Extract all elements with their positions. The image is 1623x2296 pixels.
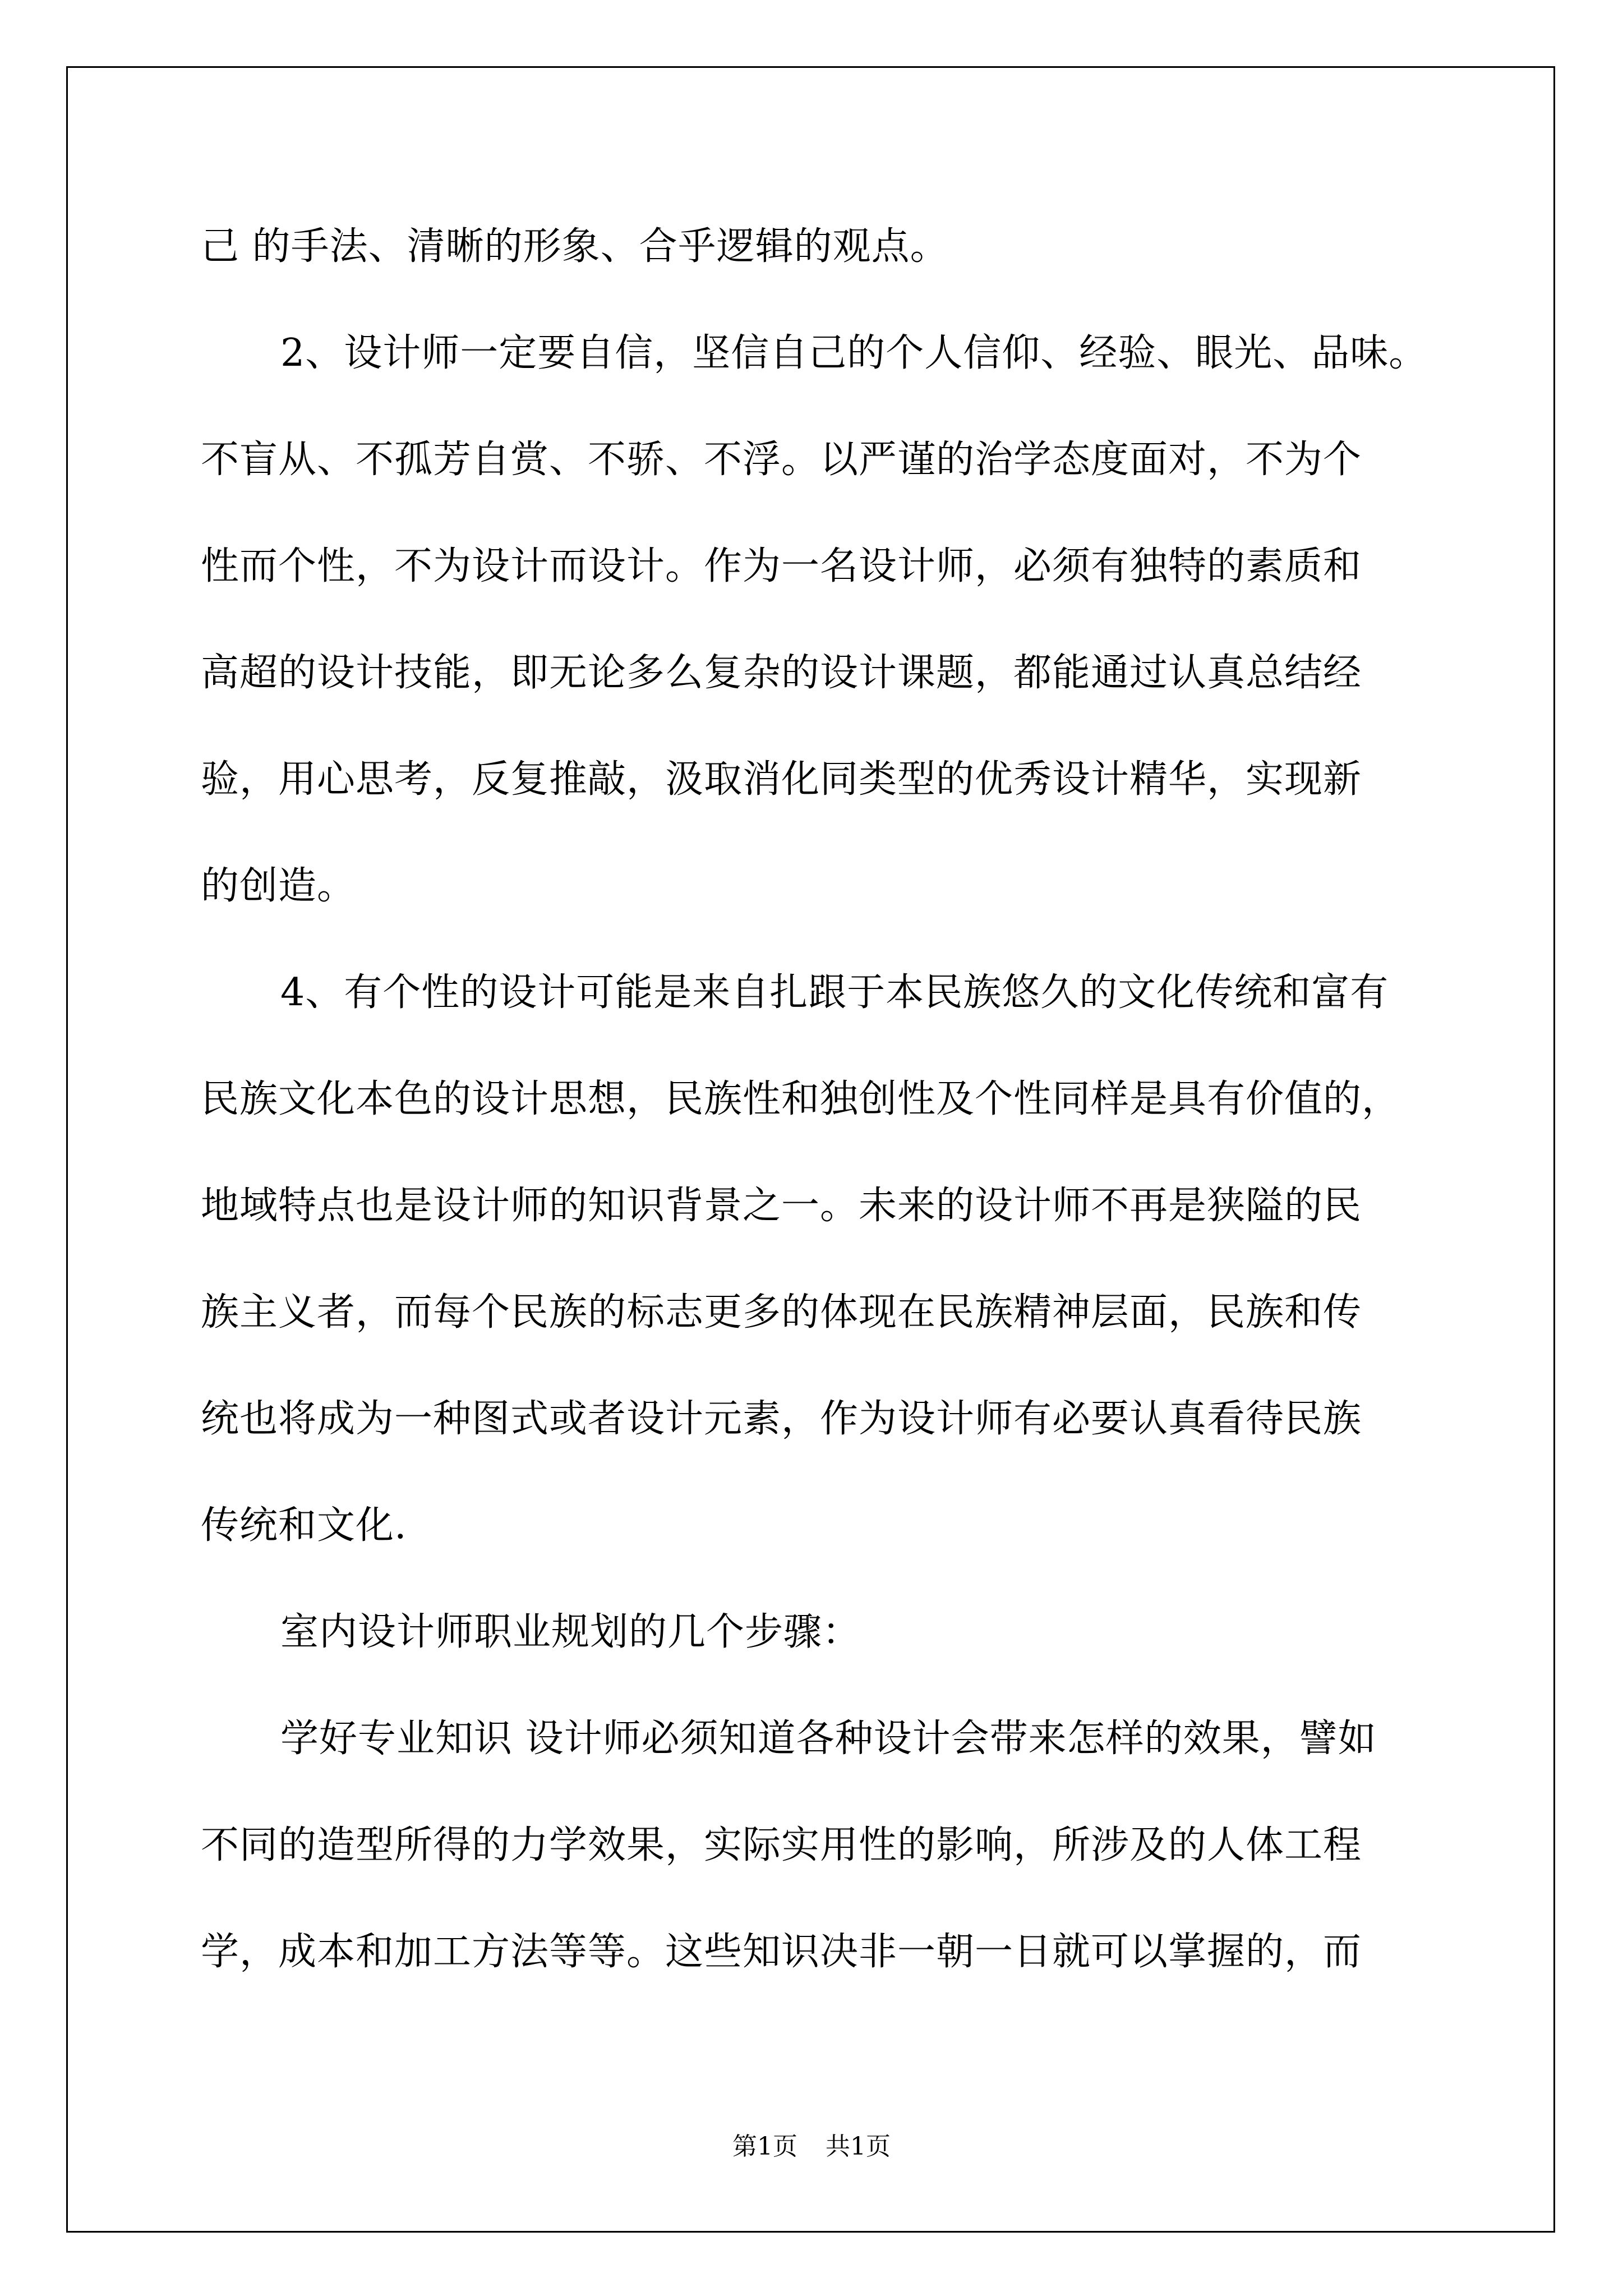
section-heading: 室内设计师职业规划的几个步骤： [280, 1610, 861, 1654]
body-text-line: 己 的手法、清晰的形象、合乎逻辑的观点。 [201, 224, 949, 269]
page-total: 共1页 [826, 2132, 891, 2161]
body-text-line: 族主义者，而每个民族的标志更多的体现在民族精神层面，民族和传 [201, 1290, 1362, 1335]
body-text-line: 高超的设计技能，即无论多么复杂的设计课题，都能通过认真总结经 [201, 651, 1362, 695]
body-text-line: 地域特点也是设计师的知识背景之一。未来的设计师不再是狭隘的民 [201, 1184, 1362, 1228]
body-text-line: 学，成本和加工方法等等。这些知识决非一朝一日就可以掌握的，而 [201, 1930, 1362, 1974]
body-text-line: 民族文化本色的设计思想，民族性和独创性及个性同样是具有价值的， [201, 1077, 1401, 1121]
page-number: 第1页 [732, 2132, 797, 2161]
page-footer [0, 2132, 1623, 2162]
body-text-line: 学好专业知识 设计师必须知道各种设计会带来怎样的效果，譬如 [280, 1717, 1377, 1761]
body-text-line: 传统和文化. [201, 1503, 407, 1548]
page-border [66, 66, 1555, 2233]
body-text-line: 4、有个性的设计可能是来自扎跟于本民族悠久的文化传统和富有 [280, 970, 1389, 1015]
body-text-line: 的创造。 [201, 864, 356, 908]
body-text-line: 统也将成为一种图式或者设计元素，作为设计师有必要认真看待民族 [201, 1397, 1362, 1441]
body-text-line: 性而个性，不为设计而设计。作为一名设计师，必须有独特的素质和 [201, 544, 1362, 588]
body-text-line: 2、设计师一定要自信，坚信自己的个人信仰、经验、眼光、品味。 [280, 331, 1428, 375]
body-text-line: 不同的造型所得的力学效果，实际实用性的影响，所涉及的人体工程 [201, 1823, 1362, 1867]
body-text-line: 验，用心思考，反复推敲，汲取消化同类型的优秀设计精华，实现新 [201, 757, 1362, 802]
body-text-line: 不盲从、不孤芳自赏、不骄、不浮。以严谨的治学态度面对，不为个 [201, 438, 1362, 482]
